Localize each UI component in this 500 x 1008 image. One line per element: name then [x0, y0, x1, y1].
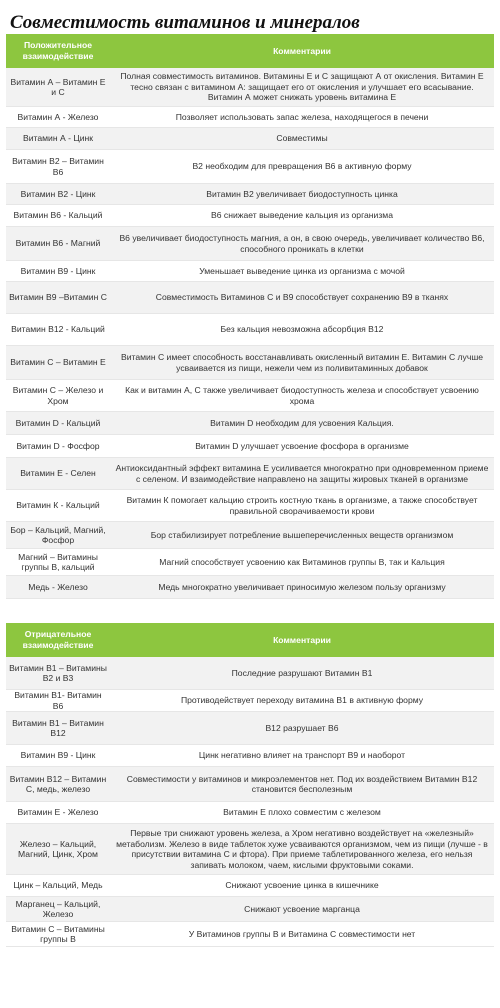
comment: Витамин Е плохо совместим с железом: [223, 807, 381, 818]
table-row: [6, 150, 494, 184]
table-row: [6, 68, 494, 107]
comment: Противодействует переходу витамина В1 в активную форму: [180, 695, 424, 706]
interaction-pair: Витамин В9 - Цинк: [20, 750, 96, 761]
table-row: [6, 922, 494, 947]
interaction-pair: Витамин В12 – Витамин С, медь, железо: [9, 773, 107, 794]
comment: Совместимы: [276, 133, 328, 144]
header-interaction: Положительное взаимодействие: [22, 40, 94, 61]
interaction-pair: Витамин Е - Селен: [20, 468, 96, 479]
interaction-pair: Витамин А - Цинк: [22, 133, 94, 144]
table-row: [6, 435, 494, 458]
comment: Позволяет использовать запас железа, находящегося в печени: [175, 111, 429, 122]
comment: Витамин С имеет способность восстанавливать окисленный витамин Е. Витамин С лучше усваивается из пищи, нежели чем из поливитаминных добавок: [120, 352, 484, 373]
interaction-pair: Витамин В2 – Витамин В6: [12, 156, 104, 177]
positive-table-body: [6, 68, 494, 599]
interaction-pair: Витамин D - Кальций: [15, 417, 101, 428]
table-row: [6, 802, 494, 824]
interaction-pair: Бор – Кальций, Магний, Фосфор: [10, 524, 106, 545]
interaction-pair: Марганец – Кальций, Железо: [15, 898, 101, 919]
interaction-pair: Магний – Витамины группы В, кальций: [18, 551, 98, 572]
interaction-pair: Витамин С – Витамины группы В: [11, 923, 105, 944]
comment: Витамин К помогает кальцию строить костную ткань в организме, а также способствует правильной сворачиваемости крови: [126, 495, 478, 516]
comment: В6 увеличивает биодоступность магния, а он, в свою очередь, увеличивает количество В6, способного проникать в клетки: [119, 233, 485, 254]
interaction-pair: Витамин К - Кальций: [16, 500, 100, 511]
table-row: [6, 205, 494, 227]
table-row: [6, 490, 494, 522]
header-interaction: Отрицательное взаимодействие: [22, 629, 94, 650]
comment: Последние разрушают Витамин В1: [231, 667, 373, 678]
comment: Полная совместимость витаминов. Витамины Е и С защищают А от окисления. Витамин Е тесно связан с витамином А: защищает его от окисления и улучшает его всасывание. Витамин А может снижать уровень витамина Е: [120, 71, 484, 103]
interaction-pair: Витамин В9 - Цинк: [20, 265, 96, 276]
interaction-pair: Витамин В2 - Цинк: [20, 188, 96, 199]
interaction-pair: Витамин D - Фосфор: [16, 440, 100, 451]
table-row: [6, 549, 494, 576]
table-row: [6, 712, 494, 745]
comment: Медь многократно увеличивает приносимую железом пользу организму: [158, 581, 446, 592]
comment: Витамин В2 увеличивает биодоступность цинка: [206, 188, 398, 199]
table-row: [6, 875, 494, 897]
table-row: [6, 314, 494, 346]
interaction-pair: Витамин А - Железо: [17, 111, 99, 122]
comment: Цинк негативно влияет на транспорт В9 и наоборот: [198, 750, 406, 761]
table-row: [6, 690, 494, 712]
comment: В12 разрушает В6: [265, 722, 339, 733]
comment: Уменьшает выведение цинка из организма с мочой: [199, 265, 405, 276]
header-comments: Комментарии: [273, 635, 331, 645]
table-row: [6, 128, 494, 150]
table-row: [6, 897, 494, 922]
interaction-pair: Витамин В12 - Кальций: [11, 324, 105, 335]
header-comments: Комментарии: [273, 46, 331, 56]
comment: Без кальция невозможна абсорбция В12: [220, 324, 384, 335]
interaction-pair: Витамин В1 – Витамины В2 и В3: [9, 662, 107, 683]
negative-table-body: [6, 657, 494, 947]
table-row: [6, 107, 494, 128]
table-row: [6, 745, 494, 767]
table-row: [6, 657, 494, 690]
table-row: [6, 380, 494, 412]
interaction-pair: Витамин Е - Железо: [17, 807, 99, 818]
positive-table-header: [6, 34, 494, 68]
interaction-pair: Витамин С – Витамин Е: [10, 357, 106, 368]
comment: Бор стабилизирует потребление вышеперечисленных веществ организмом: [150, 529, 454, 540]
interaction-pair: Витамин В1- Витамин В6: [14, 690, 102, 711]
table-gap: [0, 599, 500, 623]
page-title: Совместимость витаминов и минералов: [10, 12, 360, 33]
table-row: [6, 227, 494, 261]
negative-table-header: [6, 623, 494, 657]
table-row: [6, 346, 494, 380]
interaction-pair: Железо – Кальций, Магний, Цинк, Хром: [18, 838, 98, 859]
table-row: [6, 184, 494, 205]
table-row: [6, 824, 494, 875]
table-row: [6, 412, 494, 435]
comment: Магний способствует усвоению как Витаминов группы В, так и Кальция: [159, 556, 445, 567]
interaction-pair: Витамин В1 – Витамин В12: [12, 717, 104, 738]
comment: Антиоксидантный эффект витамина Е усиливается многократно при одновременном приеме с селеном. И взаимодействие направлено на защиты жировых тканей в организме: [115, 463, 489, 484]
interaction-pair: Витамин В6 - Кальций: [13, 210, 103, 221]
comment: Совместимости у витаминов и микроэлементов нет. Под их воздействием Витамин В12 становится бесполезным: [126, 773, 478, 794]
positive-table: [6, 34, 494, 599]
comment: В2 необходим для превращения В6 в активную форму: [192, 161, 412, 172]
comment: Как и витамин А, С также увеличивает биодоступность железа и способствует усвоению хрома: [125, 385, 479, 406]
comment: Витамин D улучшает усвоение фосфора в организме: [195, 440, 409, 451]
comment: В6 снижает выведение кальция из организма: [211, 210, 393, 221]
table-row: [6, 767, 494, 802]
interaction-pair: Цинк – Кальций, Медь: [13, 880, 103, 891]
table-row: [6, 458, 494, 490]
interaction-pair: Витамин В6 - Магний: [15, 238, 101, 249]
negative-table: [6, 623, 494, 947]
comment: Витамин D необходим для усвоения Кальция.: [210, 417, 394, 428]
comment: Совместимость Витаминов С и В9 способствует сохранению В9 в тканях: [155, 292, 449, 303]
table-row: [6, 522, 494, 549]
interaction-pair: Витамин А – Витамин Е и С: [10, 76, 106, 97]
comment: У Витаминов группы В и Витамина С совместимости нет: [188, 928, 416, 939]
comment: Снижают усвоение марганца: [244, 903, 360, 914]
interaction-pair: Витамин С – Железо и Хром: [12, 385, 104, 406]
comment: Снижают усвоение цинка в кишечнике: [225, 880, 379, 891]
table-row: [6, 576, 494, 599]
interaction-pair: Медь - Железо: [28, 581, 88, 592]
comment: Первые три снижают уровень железа, а Хром негативно воздействует на «железный» метаболизм. Железо в виде таблеток хуже усваиваются организмом, чем из пищи (лучше - в присутствии витамина С и фтора). При приеме таблетированного железа, его нельзя запивать молоком, чаем, кислыми фруктовыми соками.: [116, 828, 488, 870]
table-row: [6, 282, 494, 314]
interaction-pair: Витамин В9 –Витамин С: [9, 292, 107, 303]
table-row: [6, 261, 494, 282]
